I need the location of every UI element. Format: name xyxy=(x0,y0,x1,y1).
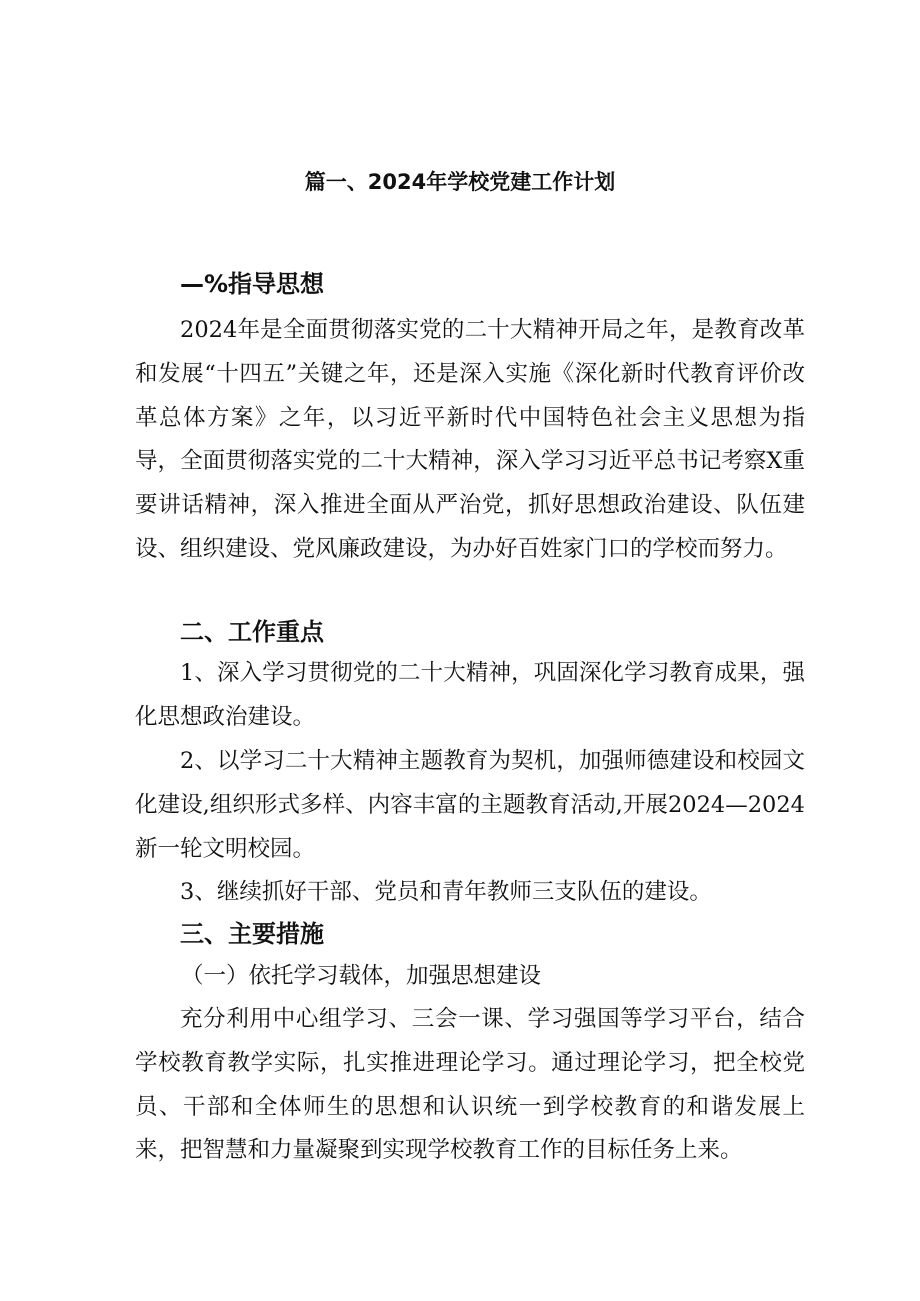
section-heading-guiding-ideology: —%指导思想 xyxy=(180,270,325,298)
work-focus-item-1: 1、深入学习贯彻党的二十大精神，巩固深化学习教育成果，强化思想政治建设。 xyxy=(135,660,805,730)
work-focus-item-2: 2、以学习二十大精神主题教育为契机，加强师德建设和校园文化建设,组织形式多样、内容丰富的主题教育活动,开展2024—2024新一轮文明校园。 xyxy=(135,748,805,862)
section-heading-work-focus: 二、工作重点 xyxy=(180,618,324,646)
section-heading-main-measures: 三、主要措施 xyxy=(180,920,324,948)
subheading-study-carrier: （一）依托学习载体，加强思想建设 xyxy=(181,963,542,989)
document-title: 篇一、2024年学校党建工作计划 xyxy=(304,170,616,194)
work-focus-item-3: 3、继续抓好干部、党员和青年教师三支队伍的建设。 xyxy=(180,879,712,905)
paragraph-guiding-ideology: 2024年是全面贯彻落实党的二十大精神开局之年，是教育改革和发展“十四五”关键之年，还是深入实施《深化新时代教育评价改革总体方案》之年，以习近平新时代中国特色社会主义思想为指导，全面贯彻落实党的二十大精神，深入学习习近平总书记考察X重要讲话精神，深入推进全面从严治党，抓好思想政治建设、队伍建设、组织建设、党风廉政建设，为办好百姓家门口的学校而努力。 xyxy=(135,317,805,562)
paragraph-main-measures: 充分利用中心组学习、三会一课、学习强国等学习平台，结合学校教育教学实际，扎实推进理论学习。通过理论学习，把全校党员、干部和全体师生的思想和认识统一到学校教育的和谐发展上来，把智慧和力量凝聚到实现学校教育工作的目标任务上来。 xyxy=(135,1006,805,1164)
